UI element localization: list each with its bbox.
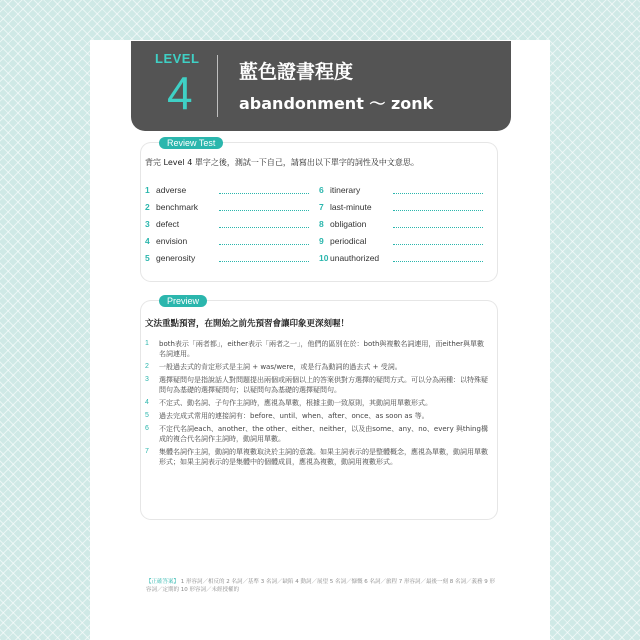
rule-number: 3 xyxy=(145,376,149,383)
header-divider xyxy=(217,55,218,117)
word-number: 8 xyxy=(319,218,324,229)
rule-text: 選擇疑問句是指說話人對問題提出兩個或兩個以上的答案供對方選擇的疑問方式。可以分為兩種：以特殊疑問句為基礎的選擇疑問句；以疑問句為基礎的選擇疑問句。 xyxy=(159,376,488,394)
rule-number: 5 xyxy=(145,412,149,419)
word-item xyxy=(319,219,493,229)
word-item xyxy=(145,185,319,195)
word-number: 7 xyxy=(319,201,324,212)
rule-text: 過去完成式常用的連接詞有：before、until、when、after、once、as soon as 等。 xyxy=(159,412,429,420)
word-row xyxy=(145,215,495,232)
answer-blank[interactable] xyxy=(393,236,483,245)
answer-blank[interactable] xyxy=(393,253,483,262)
rule-number: 7 xyxy=(145,448,149,455)
word-text: defect xyxy=(156,218,180,229)
grammar-rule xyxy=(145,447,491,467)
rule-text: both表示「兩者都」，either表示「兩者之一」，他們的區別在於：both與複數名詞連用，而either與單數名詞連用。 xyxy=(159,340,485,358)
rule-text: 集體名詞作主詞，動詞的單複數取決於主詞的意義。如果主詞表示的是整體概念，應視為單數，動詞用單數形式；如果主詞表示的是集體中的個體成員，應視為複數，動詞用複數形式。 xyxy=(159,448,488,466)
grammar-rule xyxy=(145,411,491,421)
word-number: 9 xyxy=(319,235,324,246)
word-number: 1 xyxy=(145,184,150,195)
word-text: benchmark xyxy=(156,201,199,212)
word-row xyxy=(145,232,495,249)
word-text: periodical xyxy=(330,235,367,246)
rule-text: 一般過去式的肯定形式是主詞 + was/were，或是行為動詞的過去式 + 受詞。 xyxy=(159,363,402,371)
word-number: 4 xyxy=(145,235,150,246)
answer-key-text: 1 形容詞／相反的 2 名詞／基準 3 名詞／缺陷 4 動詞／展望 5 名詞／慷慨 6 名詞／旅程 7 形容詞／最後一刻 8 名詞／義務 9 形容詞／定期的 10 形容詞／未經授權的 xyxy=(146,579,495,593)
answer-blank[interactable] xyxy=(219,219,309,228)
rule-text: 不定式、動名詞、子句作主詞時，應視為單數，根據主動一致原則，其動詞用單數形式。 xyxy=(159,399,432,407)
answer-blank[interactable] xyxy=(393,185,483,194)
grammar-rule-list xyxy=(145,339,491,470)
level-header xyxy=(131,41,511,131)
word-text: unauthorized xyxy=(330,252,380,263)
rule-number: 1 xyxy=(145,340,149,347)
word-number: 6 xyxy=(319,184,324,195)
answer-blank[interactable] xyxy=(393,202,483,211)
answer-blank[interactable] xyxy=(219,202,309,211)
word-row xyxy=(145,249,495,266)
word-item xyxy=(145,219,319,229)
answer-blank[interactable] xyxy=(219,253,309,262)
answer-key-label: 【正確答案】 xyxy=(146,579,180,585)
word-row xyxy=(145,181,495,198)
word-item xyxy=(145,202,319,212)
word-text: adverse xyxy=(156,184,187,195)
grammar-rule xyxy=(145,339,491,359)
level-title: 藍色證書程度 xyxy=(239,61,354,83)
preview-intro: 文法重點預習，在開始之前先預習會讓印象更深刻喔！ xyxy=(145,319,350,329)
answer-blank[interactable] xyxy=(219,236,309,245)
word-item xyxy=(145,236,319,246)
grammar-rule xyxy=(145,398,491,408)
word-item xyxy=(319,253,493,263)
word-text: obligation xyxy=(330,218,367,229)
word-text: generosity xyxy=(156,252,196,263)
word-item xyxy=(319,185,493,195)
rule-text: 不定代名詞each、another、the other、either、neither，以及由some、any、no、every 與thing構成的複合代名詞作主詞時，動詞用單數。 xyxy=(159,425,488,443)
grammar-rule xyxy=(145,362,491,372)
grammar-rule xyxy=(145,424,491,444)
word-text: itinerary xyxy=(330,184,361,195)
answer-blank[interactable] xyxy=(393,219,483,228)
rule-number: 2 xyxy=(145,363,149,370)
review-test-tag: Review Test xyxy=(159,137,223,149)
level-label: LEVEL xyxy=(155,51,200,66)
rule-number: 4 xyxy=(145,399,149,406)
word-row xyxy=(145,198,495,215)
preview-tag: Preview xyxy=(159,295,207,307)
review-test-card xyxy=(141,138,497,281)
level-number: 4 xyxy=(167,67,193,119)
word-text: envision xyxy=(156,235,188,246)
word-list xyxy=(145,181,495,266)
word-text: last-minute xyxy=(330,201,372,212)
word-number: 2 xyxy=(145,201,150,212)
word-range: abandonment ～ zonk xyxy=(239,94,434,113)
word-number: 3 xyxy=(145,218,150,229)
word-number: 10 xyxy=(319,252,329,263)
word-item xyxy=(319,236,493,246)
preview-card xyxy=(141,296,497,519)
word-item xyxy=(145,253,319,263)
word-item xyxy=(319,202,493,212)
review-intro: 背完 Level 4 單字之後，測試一下自己，請寫出以下單字的詞性及中文意思。 xyxy=(145,158,419,167)
grammar-rule xyxy=(145,375,491,395)
word-number: 5 xyxy=(145,252,150,263)
answer-blank[interactable] xyxy=(219,185,309,194)
rule-number: 6 xyxy=(145,425,149,432)
answer-key xyxy=(146,578,496,594)
